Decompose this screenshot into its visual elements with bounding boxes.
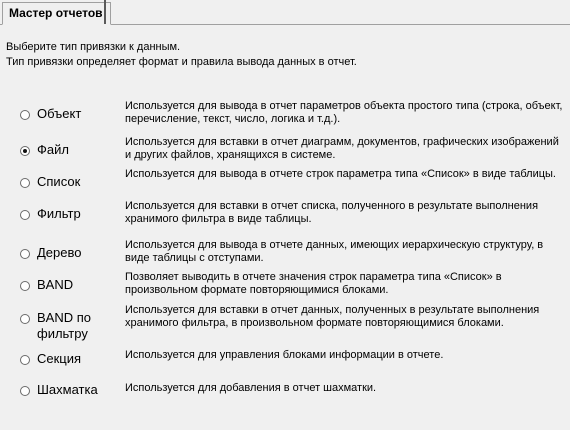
radio-button-icon[interactable]: [20, 110, 30, 120]
option-description: Используется для добавления в отчет шахматки.: [125, 382, 377, 394]
radio-filter[interactable]: [20, 206, 117, 222]
option-description: Используется для вывода в отчете данных, имеющих иерархическую структуру, в виде таблицы с отступами.: [125, 239, 544, 264]
radio-label[interactable]: Шахматка: [37, 382, 98, 397]
radio-button-icon[interactable]: [20, 178, 30, 188]
option-description: Позволяет выводить в отчете значения строк параметра типа «Список» в произвольном формате повторяющимися блоками.: [125, 271, 502, 296]
radio-chessboard[interactable]: [20, 382, 117, 398]
radio-tree[interactable]: [20, 245, 117, 261]
radio-file[interactable]: [20, 142, 117, 158]
radio-list[interactable]: [20, 174, 117, 190]
radio-label[interactable]: Объект: [37, 106, 82, 121]
intro-line-2: Тип привязки определяет формат и правила вывода данных в отчет.: [6, 56, 357, 68]
option-description: Используется для вставки в отчет списка, полученного в результате выполнения хранимого фильтра в виде таблицы.: [125, 200, 539, 225]
tab-strip: [0, 0, 570, 25]
radio-button-icon[interactable]: [20, 146, 30, 156]
option-description: Используется для управления блоками информации в отчете.: [125, 349, 444, 361]
radio-button-icon[interactable]: [20, 210, 30, 220]
radio-button-icon[interactable]: [20, 314, 30, 324]
option-description: Используется для вставки в отчет диаграмм, документов, графических изображений и других файлов, хранящихся в системе.: [125, 136, 559, 161]
radio-band[interactable]: [20, 277, 117, 293]
radio-label[interactable]: Список: [37, 174, 81, 189]
radio-label[interactable]: Секция: [37, 351, 82, 366]
radio-label[interactable]: Дерево: [37, 245, 82, 260]
tab-report-wizard[interactable]: Мастер отчетов: [2, 2, 111, 25]
option-description: Используется для вставки в отчет данных, полученных в результате выполнения хранимого фильтра, в произвольном формате повторяющимися блоками.: [125, 304, 540, 329]
option-description: Используется для вывода в отчет параметров объекта простого типа (строка, объект, перечисление, текст, число, логика и т.д.).: [125, 100, 563, 125]
intro-line-1: Выберите тип привязки к данным.: [6, 41, 181, 53]
radio-label[interactable]: Фильтр: [37, 206, 81, 221]
radio-label[interactable]: BAND: [37, 277, 74, 292]
radio-button-icon[interactable]: [20, 281, 30, 291]
radio-section[interactable]: [20, 351, 117, 367]
radio-label[interactable]: BAND по фильтру: [37, 310, 91, 341]
radio-band-by-filter[interactable]: [20, 310, 117, 342]
radio-label[interactable]: Файл: [37, 142, 69, 157]
radio-button-icon[interactable]: [20, 386, 30, 396]
radio-button-icon[interactable]: [20, 355, 30, 365]
tab-divider: [104, 0, 106, 24]
intro-text: [6, 40, 357, 70]
radio-button-icon[interactable]: [20, 249, 30, 259]
radio-object[interactable]: [20, 106, 117, 122]
option-description: Используется для вывода в отчете строк параметра типа «Список» в виде таблицы.: [125, 168, 556, 180]
